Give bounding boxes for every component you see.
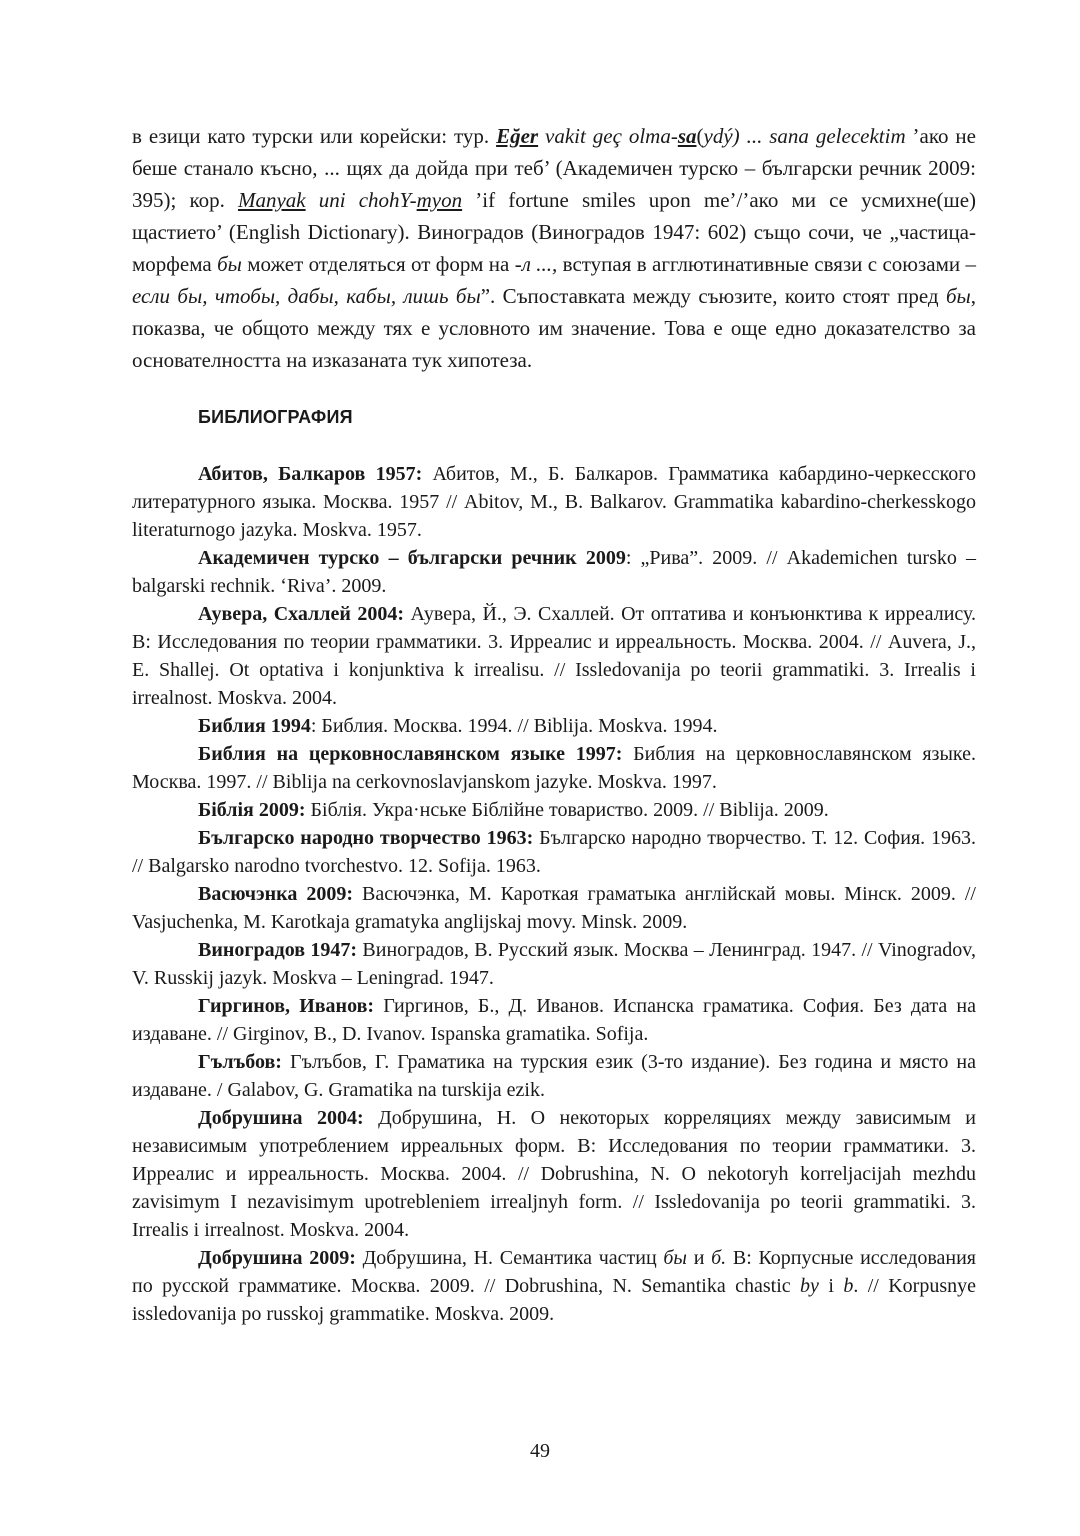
entry-text: Гълъбов, Г. Граматика на турския език (3-то издание). Без година и място на издаване. / Galabov, G. Gramatika na turskija ezik. xyxy=(132,1051,976,1101)
bibliography-list xyxy=(132,460,976,1328)
entry-italic: б. xyxy=(711,1247,727,1269)
text-run: вступая в агглютинативные связи с союзами – xyxy=(557,252,977,276)
entry-text: Абитов, М., Б. Балкаров. Грамматика кабардино-черкесского литературного языка. Москва. 1957 // Abitov, M., B. Balkarov. Grammatika kabardino-cherkesskogo literaturnogo jazyka. Moskva. 1957. xyxy=(132,463,976,541)
text-run: ’ако не беше станало късно, ... щях да дойда при теб’ (Академичен турско – български речник 2009: 395); кор. xyxy=(132,124,976,212)
entry-text: Біблія. Укра·нське Біблійне товариство. 2009. // Biblija. 2009. xyxy=(305,799,829,821)
bibliography-heading: БИБЛИОГРАФИЯ xyxy=(198,407,353,427)
bibliography-entry xyxy=(132,740,976,796)
entry-key: Виноградов 1947: xyxy=(198,939,358,961)
entry-text: Аувера, Й., Э. Схаллей. От оптатива и конъюнктива к ирреалису. В: Исследования по теории грамматики. 3. Ирреалис и ирреальность. Москва. 2004. // Auvera, J., E. Shallej. Ot optativa i konjunktiva k irrealisu. // Issledovanija po teorii grammatiki. 3. Irrealis i irrealnost. Moskva. 2004. xyxy=(132,603,977,709)
entry-italic: by xyxy=(800,1275,819,1297)
bibliography-entry xyxy=(132,936,976,992)
entry-italic: бы xyxy=(663,1247,687,1269)
bibliography-entry xyxy=(132,712,976,740)
particle-italic: бы xyxy=(217,252,242,276)
bibliography-entry xyxy=(132,600,976,712)
text-run: ”. Съпоставката между съюзите, които стоят пред xyxy=(480,284,946,308)
particle-italic: бы xyxy=(945,284,971,308)
entry-text: Добрушина, Н. Семантика частиц xyxy=(355,1247,664,1269)
korean-example-underlined: myon xyxy=(416,188,463,212)
entry-key: Библия на церковнославянском языке 1997: xyxy=(198,743,623,765)
entry-key: Гълъбов: xyxy=(198,1051,282,1073)
bibliography-entry xyxy=(132,824,976,880)
text-run: ’if fortune smiles upon me’/’ако ми се усмихне(ше) щастието’ (English Dictionary). Виноградов (Виноградов 1947: 602) също сочи, че „частица-морфема xyxy=(132,188,977,276)
bibliography-entry xyxy=(132,992,976,1048)
entry-key: Біблія 2009: xyxy=(198,799,306,821)
entry-text: : Библия. Москва. 1994. // Biblija. Moskva. 1994. xyxy=(310,715,718,737)
page-content xyxy=(132,120,976,1328)
page-number: 49 xyxy=(530,1440,550,1462)
entry-key: Васючэнка 2009: xyxy=(198,883,354,905)
bibliography-entry xyxy=(132,544,976,600)
turkish-example-suffix: sa xyxy=(677,124,697,148)
entry-key: Библия 1994 xyxy=(198,715,311,737)
text-run: , показва, че общото между тях е условното им значение. Това е още едно доказателство за основателността на изказаната тук хипотеза. xyxy=(132,284,976,372)
entry-italic: b xyxy=(843,1275,854,1297)
entry-text: Библия на церковнославянском языке. Москва. 1997. // Biblija na cerkovnoslavjanskom jazyke. Moskva. 1997. xyxy=(132,743,976,793)
entry-key: Добрушина 2004: xyxy=(198,1107,364,1129)
text-run: ( xyxy=(696,124,704,148)
turkish-example-conjunction: Eğer xyxy=(496,124,539,148)
suffix-italic: -л ..., xyxy=(514,252,558,276)
entry-key: Абитов, Балкаров 1957: xyxy=(198,463,423,485)
entry-text: . // Korpusnye issledovanija po russkoj grammatike. Moskva. 2009. xyxy=(132,1275,976,1325)
entry-text: Българско народно творчество. Т. 12. София. 1963. // Balgarsko narodno tvorchestvo. 12. Sofija. 1963. xyxy=(132,827,977,877)
bibliography-entry xyxy=(132,460,976,544)
entry-text: Васючэнка, М. Кароткая граматыка англійскай мовы. Мінск. 2009. // Vasjuchenka, M. Karotkaja gramatyka anglijskaj movy. Minsk. 2009. xyxy=(132,883,976,933)
entry-text: и xyxy=(686,1247,712,1269)
entry-text: Виноградов, В. Русский язык. Москва – Ленинград. 1947. // Vinogradov, V. Russkij jazyk. Moskva – Leningrad. 1947. xyxy=(132,939,977,989)
entry-key: Аувера, Схаллей 2004: xyxy=(198,603,405,625)
entry-text: Гиргинов, Б., Д. Иванов. Испанска граматика. София. Без дата на издаване. // Girginov, B., D. Ivanov. Ispanska gramatika. Sofija. xyxy=(132,995,977,1045)
text-run: может отделяться от форм на xyxy=(241,252,515,276)
entry-text: i xyxy=(818,1275,844,1297)
conjunctions-italic: если бы, чтобы, дабы, кабы, лишь бы xyxy=(132,284,481,308)
korean-example-underlined: Manyak xyxy=(237,188,306,212)
text-run: в езици като турски или корейски: тур. xyxy=(132,124,497,148)
entry-key: Гиргинов, Иванов: xyxy=(198,995,375,1017)
entry-key: Академичен турско – български речник 2009 xyxy=(198,547,626,569)
bibliography-entry xyxy=(132,1244,976,1328)
turkish-example: ) ... sana gelecektim xyxy=(732,124,906,148)
turkish-example: ydý xyxy=(703,124,733,148)
entry-text: : „Рива”. 2009. // Akademichen tursko – balgarski rechnik. ‘Riva’. 2009. xyxy=(132,547,977,597)
entry-text: Добрушина, Н. О некоторых корреляциях между зависимым и независимым употреблением ирреальных форм. В: Исследования по теории грамматики. 3. Ирреалис и ирреальность. Москва. 2004. // Dobrushina, N. O nekotoryh korreljacijah mezhdu zavisimym I nezavisimym upotrebleniem irrealjnyh form. // Issledovanija po teorii grammatiki. 3. Irrealis i irrealnost. Moskva. 2004. xyxy=(132,1107,977,1241)
bibliography-entry xyxy=(132,796,976,824)
entry-key: Българско народно творчество 1963: xyxy=(198,827,534,849)
korean-example: uni chohY- xyxy=(305,188,417,212)
entry-text: В: Корпусные исследования по русской грамматике. Москва. 2009. // Dobrushina, N. Semantika chastic xyxy=(132,1247,976,1297)
turkish-example: vakit geç olma- xyxy=(538,124,678,148)
entry-key: Добрушина 2009: xyxy=(198,1247,356,1269)
bibliography-entry xyxy=(132,1104,976,1244)
body-paragraph xyxy=(132,120,976,376)
bibliography-entry xyxy=(132,1048,976,1104)
bibliography-entry xyxy=(132,880,976,936)
